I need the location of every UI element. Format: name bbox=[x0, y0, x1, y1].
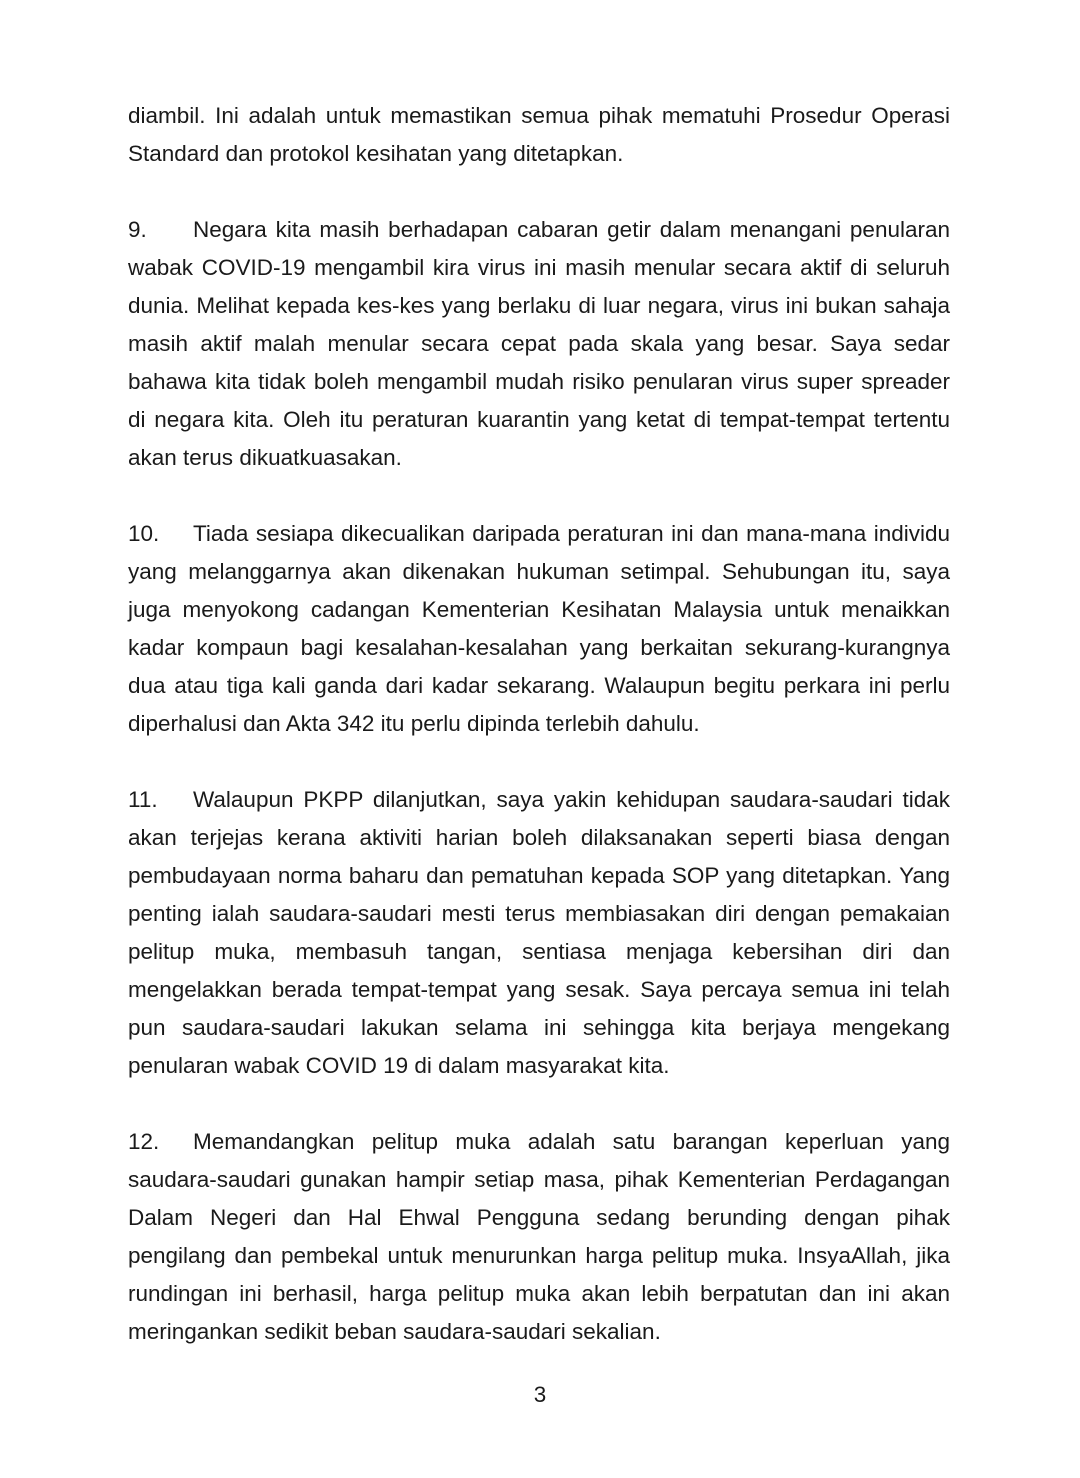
paragraph-number: 11. bbox=[128, 787, 158, 812]
paragraph bbox=[128, 781, 950, 1085]
paragraph-text: Memandangkan pelitup muka adalah satu barangan keperluan yang saudara-saudari gunakan hampir setiap masa, pihak Kementerian Perdagangan Dalam Negeri dan Hal Ehwal Pengguna sedang berunding dengan pihak pengilang dan pembekal untuk menurunkan harga pelitup muka. InsyaAllah, jika rundingan ini berhasil, harga pelitup muka akan lebih berpatutan dan ini akan meringankan sedikit beban saudara-saudari sekalian. bbox=[128, 1129, 950, 1344]
paragraph-text: Negara kita masih berhadapan cabaran getir dalam menangani penularan wabak COVID-19 mengambil kira virus ini masih menular secara aktif di seluruh dunia. Melihat kepada kes-kes yang berlaku di luar negara, virus ini bukan sahaja masih aktif malah menular secara cepat pada skala yang besar. Saya sedar bahawa kita tidak boleh mengambil mudah risiko penularan virus super spreader di negara kita. Oleh itu peraturan kuarantin yang ketat di tempat-tempat tertentu akan terus dikuatkuasakan. bbox=[128, 217, 950, 470]
paragraph-text: Walaupun PKPP dilanjutkan, saya yakin kehidupan saudara-saudari tidak akan terjejas kerana aktiviti harian boleh dilaksanakan seperti biasa dengan pembudayaan norma baharu dan pematuhan kepada SOP yang ditetapkan. Yang penting ialah saudara-saudari mesti terus membiasakan diri dengan pemakaian pelitup muka, membasuh tangan, sentiasa menjaga kebersihan diri dan mengelakkan berada tempat-tempat yang sesak. Saya percaya semua ini telah pun saudara-saudari lakukan selama ini sehingga kita berjaya mengekang penularan wabak COVID 19 di dalam masyarakat kita. bbox=[128, 787, 950, 1078]
page-number: 3 bbox=[533, 1382, 547, 1407]
paragraph-number: 10. bbox=[128, 521, 160, 546]
paragraph bbox=[128, 97, 950, 173]
paragraph-number: 12. bbox=[128, 1129, 160, 1154]
paragraph-text: diambil. Ini adalah untuk memastikan semua pihak mematuhi Prosedur Operasi Standard dan protokol kesihatan yang ditetapkan. bbox=[128, 103, 950, 166]
paragraph bbox=[128, 1123, 950, 1351]
paragraph bbox=[128, 515, 950, 743]
paragraph-text: Tiada sesiapa dikecualikan daripada peraturan ini dan mana-mana individu yang melanggarnya akan dikenakan hukuman setimpal. Sehubungan itu, saya juga menyokong cadangan Kementerian Kesihatan Malaysia untuk menaikkan kadar kompaun bagi kesalahan-kesalahan yang berkaitan sekurang-kurangnya dua atau tiga kali ganda dari kadar sekarang. Walaupun begitu perkara ini perlu diperhalusi dan Akta 342 itu perlu dipinda terlebih dahulu. bbox=[128, 521, 950, 736]
paragraph bbox=[128, 211, 950, 477]
paragraph-number: 9. bbox=[128, 217, 147, 242]
document-body bbox=[128, 97, 950, 1389]
